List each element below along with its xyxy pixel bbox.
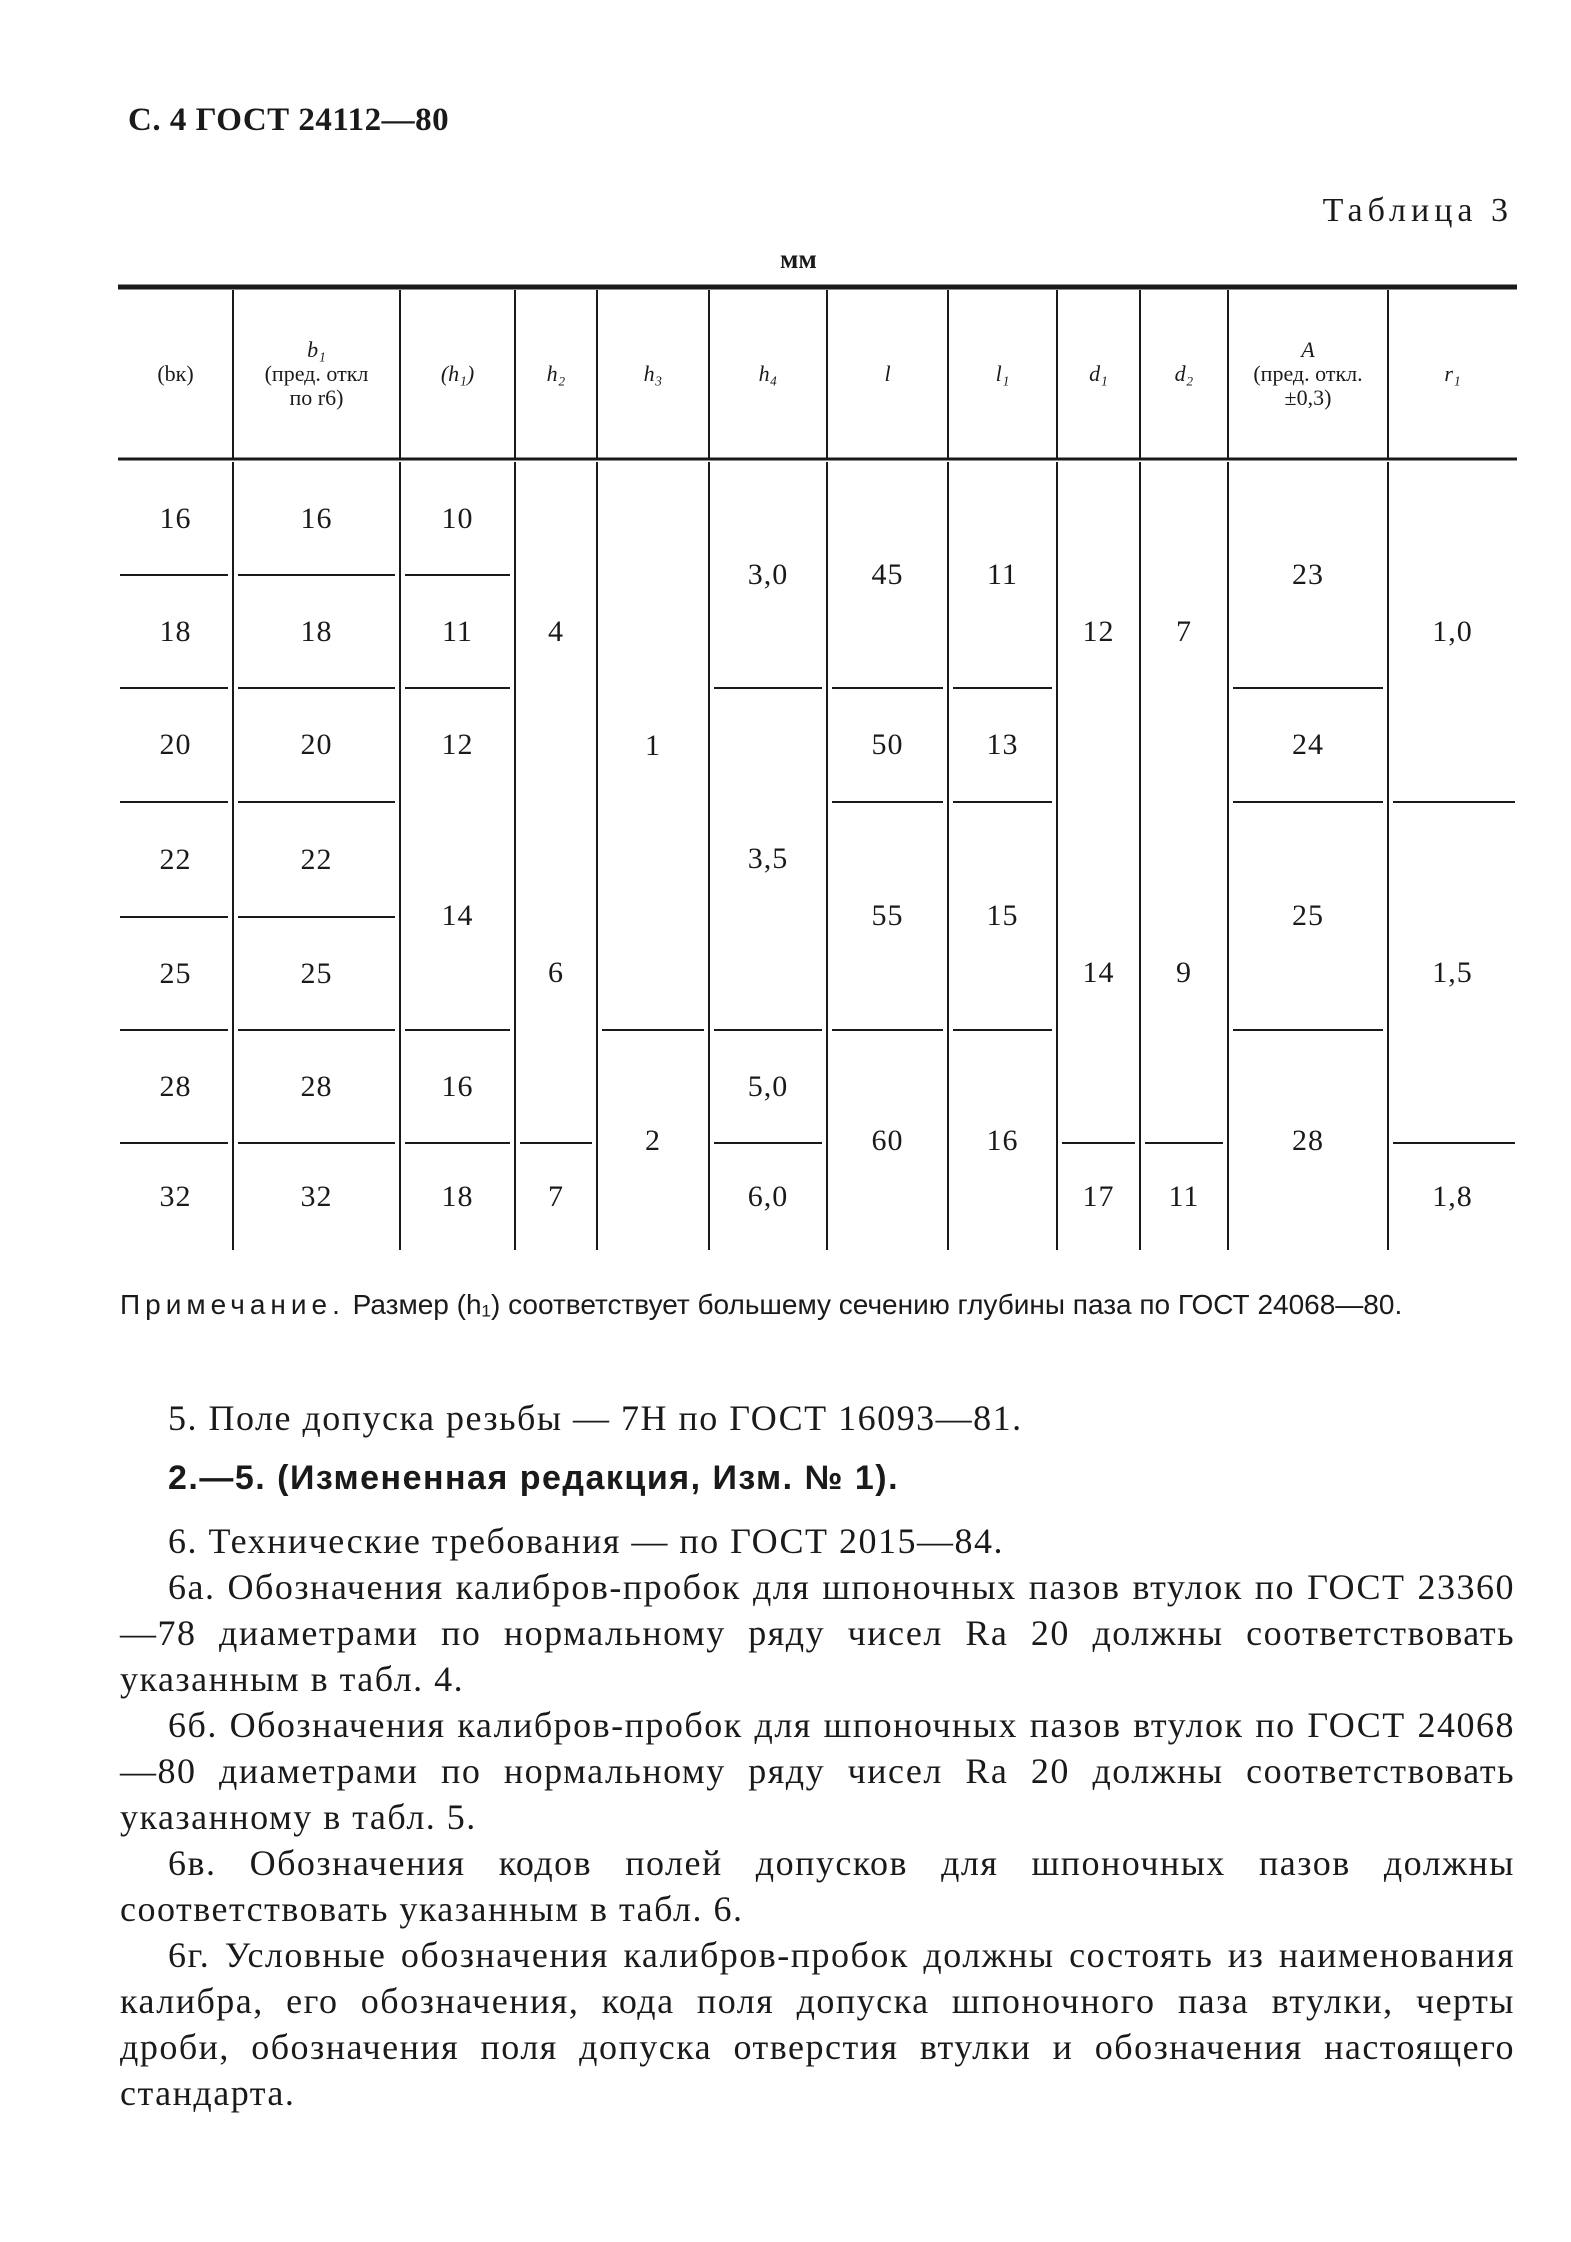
- cell-h2: 4: [548, 615, 564, 648]
- paragraph-6g: 6г. Условные обозначения калибров-пробок должны состоять из наименования калибра, его обозначения, кода поля допуска шпоночного паза втулки, черты дроби, обозначения поля допуска отверстия втулки и обозначения настоящего стандарта.: [120, 1935, 1515, 2113]
- cell-h3: 2: [645, 1123, 661, 1157]
- cell-b1: 25: [300, 956, 333, 990]
- cell-l1: 15: [986, 899, 1019, 932]
- cell-l: 60: [871, 1123, 904, 1157]
- cell-d1: 12: [1082, 615, 1115, 648]
- cell-h1: 10: [441, 501, 474, 535]
- col-header-b1-name: b₁: [307, 337, 326, 362]
- cell-bk: 32: [159, 1180, 192, 1213]
- cell-bk: 20: [159, 728, 192, 761]
- note-text: Размер (h₁) соответствует большему сечению глубины паза по ГОСТ 24068—80.: [344, 1289, 1403, 1320]
- col-header-bk: (bк): [157, 361, 194, 386]
- col-header-h2: h₂: [546, 361, 566, 386]
- cell-A: 24: [1292, 728, 1324, 761]
- col-header-d2: d₂: [1174, 361, 1194, 386]
- cell-d1: 14: [1082, 955, 1115, 989]
- paragraph-6b: 6б. Обозначения калибров-пробок для шпоночных пазов втулок по ГОСТ 24068—80 диаметрами по нормальному ряду чисел Ra 20 должны соответствовать указанному в табл. 5.: [120, 1705, 1515, 1837]
- cell-A: 23: [1292, 558, 1324, 591]
- paragraph-5: 5. Поле допуска резьбы — 7Н по ГОСТ 16093—81.: [168, 1398, 1023, 1438]
- cell-A: 28: [1292, 1123, 1324, 1157]
- col-header-r1: r₁: [1444, 361, 1461, 386]
- col-header-A-name: A: [1301, 337, 1315, 362]
- note-label: Примечание.: [120, 1289, 345, 1320]
- cell-b1: 28: [300, 1069, 333, 1103]
- cell-h2: 6: [548, 955, 564, 989]
- cell-bk: 25: [159, 956, 192, 990]
- table-note: [120, 1285, 1515, 1325]
- cell-h1: 14: [441, 899, 474, 932]
- col-header-h4: h₄: [758, 361, 778, 386]
- cell-bk: 18: [159, 614, 192, 648]
- cell-l1: 13: [986, 728, 1019, 761]
- cell-l1: 11: [987, 558, 1018, 591]
- cell-h3: 1: [645, 729, 661, 762]
- cell-h4: 6,0: [747, 1180, 789, 1213]
- cell-h1: 18: [441, 1180, 474, 1213]
- cell-h2: 7: [548, 1180, 564, 1213]
- col-header-A-sub: (пред. откл. ±0,3): [1253, 361, 1363, 410]
- cell-h4: 3,0: [747, 558, 789, 591]
- cell-b1: 18: [300, 614, 333, 648]
- paragraph-6v: 6в. Обозначения кодов полей допусков для шпоночных пазов должны соответствовать указанным в табл. 6.: [120, 1843, 1515, 1929]
- cell-h4: 5,0: [747, 1069, 789, 1103]
- cell-A: 25: [1292, 899, 1324, 932]
- cell-l: 55: [871, 899, 904, 932]
- table-caption: Таблица 3: [1322, 192, 1513, 229]
- cell-h1: 11: [442, 614, 473, 648]
- col-header-d1: d₁: [1089, 361, 1108, 386]
- cell-l: 50: [871, 728, 904, 761]
- cell-bk: 16: [159, 501, 192, 535]
- cell-l1: 16: [986, 1123, 1019, 1157]
- cell-h4: 3,5: [747, 842, 789, 875]
- cell-h1: 16: [441, 1069, 474, 1103]
- col-header-b1-sub: (пред. откл по r6): [264, 361, 369, 410]
- cell-r1: 1,8: [1432, 1180, 1473, 1213]
- cell-b1: 22: [300, 842, 333, 876]
- cell-l: 45: [871, 558, 904, 591]
- cell-d2: 7: [1176, 615, 1192, 648]
- col-header-h3: h₃: [643, 361, 663, 386]
- cell-bk: 28: [159, 1069, 192, 1103]
- col-header-b1: [233, 290, 400, 458]
- paragraph-6a: 6а. Обозначения калибров-пробок для шпоночных пазов втулок по ГОСТ 23360—78 диаметрами по нормальному ряду чисел Ra 20 должны соответствовать указанным в табл. 4.: [120, 1567, 1515, 1699]
- cell-bk: 22: [159, 842, 192, 876]
- col-header-l: l: [884, 361, 891, 386]
- paragraph-6: 6. Технические требования — по ГОСТ 2015—84.: [168, 1521, 1005, 1561]
- col-header-l1: l₁: [995, 361, 1010, 386]
- col-header-h1: (h₁): [440, 361, 475, 386]
- cell-d1: 17: [1082, 1180, 1115, 1213]
- cell-d2: 9: [1176, 955, 1192, 989]
- cell-d2: 11: [1168, 1180, 1200, 1213]
- cell-h1: 12: [441, 728, 474, 761]
- cell-r1: 1,0: [1432, 615, 1473, 648]
- units-label: мм: [780, 244, 817, 274]
- paragraph-2-5: 2.—5. (Измененная редакция, Изм. № 1).: [168, 1459, 900, 1497]
- cell-r1: 1,5: [1432, 955, 1473, 989]
- cell-b1: 32: [300, 1180, 333, 1213]
- cell-b1: 20: [300, 728, 333, 761]
- cell-b1: 16: [300, 501, 333, 535]
- col-header-A: [1228, 290, 1388, 458]
- page-header: С. 4 ГОСТ 24112—80: [128, 102, 450, 138]
